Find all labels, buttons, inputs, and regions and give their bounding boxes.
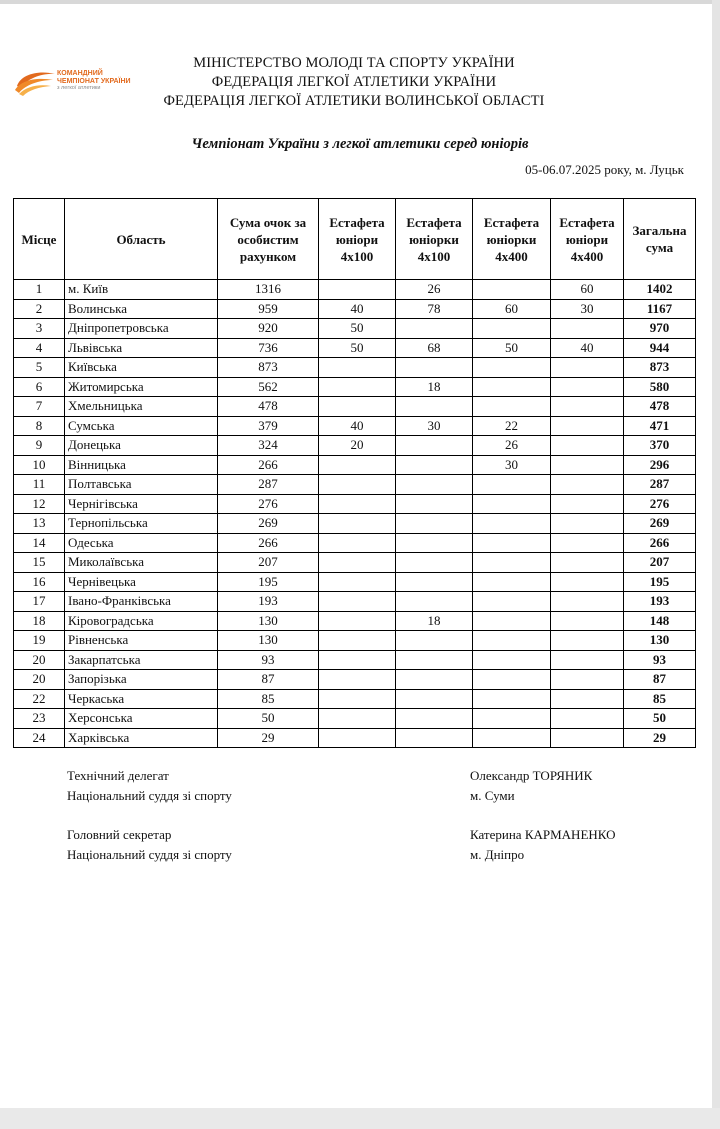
signature-city: м. Дніпро: [470, 847, 525, 862]
signature-role: Головний секретар: [67, 827, 172, 842]
cell-total: 93: [624, 650, 696, 670]
cell-total: 148: [624, 611, 696, 631]
cell-region: Вінницька: [65, 455, 218, 475]
cell-place: 19: [14, 631, 65, 651]
cell-individual-points: 87: [218, 670, 319, 690]
signature-city: м. Суми: [470, 788, 515, 803]
cell-region: Львівська: [65, 338, 218, 358]
logo-line-2: ЧЕМПІОНАТ УКРАЇНИ: [57, 77, 131, 85]
document-title: Чемпіонат України з легкої атлетики серед юніорів: [191, 136, 529, 152]
cell-place: 11: [14, 475, 65, 495]
page-edge-right: [712, 0, 720, 1129]
cell-relay-men-4x100: [319, 397, 396, 417]
cell-place: 22: [14, 689, 65, 709]
cell-total: 296: [624, 455, 696, 475]
cell-individual-points: 85: [218, 689, 319, 709]
cell-relay-women-4x400: [473, 709, 551, 729]
cell-relay-women-4x400: 50: [473, 338, 551, 358]
cell-relay-women-4x100: [396, 514, 473, 534]
cell-place: 8: [14, 416, 65, 436]
cell-total: 478: [624, 397, 696, 417]
cell-total: 29: [624, 728, 696, 748]
cell-relay-men-4x400: [551, 436, 624, 456]
date-location: 05-06.07.2025 року, м. Луцьк: [525, 162, 684, 177]
cell-relay-women-4x100: 78: [396, 299, 473, 319]
cell-total: 269: [624, 514, 696, 534]
cell-relay-men-4x100: 50: [319, 338, 396, 358]
cell-region: Волинська: [65, 299, 218, 319]
cell-total: 130: [624, 631, 696, 651]
cell-region: Харківська: [65, 728, 218, 748]
cell-relay-men-4x400: 30: [551, 299, 624, 319]
cell-place: 5: [14, 358, 65, 378]
cell-relay-men-4x100: 40: [319, 299, 396, 319]
table-row: [14, 397, 696, 417]
cell-relay-women-4x400: 22: [473, 416, 551, 436]
cell-relay-women-4x100: [396, 533, 473, 553]
cell-relay-men-4x100: [319, 728, 396, 748]
table-row: [14, 280, 696, 300]
cell-relay-men-4x100: [319, 553, 396, 573]
cell-relay-men-4x100: 20: [319, 436, 396, 456]
results-table-body: [14, 280, 696, 748]
cell-relay-women-4x100: [396, 358, 473, 378]
cell-relay-women-4x100: [396, 728, 473, 748]
header-regional-federation: ФЕДЕРАЦІЯ ЛЕГКОЇ АТЛЕТИКИ ВОЛИНСЬКОЇ ОБЛАСТІ: [163, 93, 545, 109]
cell-individual-points: 276: [218, 494, 319, 514]
signature-block-chief-secretary: [67, 825, 232, 865]
cell-total: 1167: [624, 299, 696, 319]
cell-relay-women-4x100: [396, 553, 473, 573]
cell-relay-men-4x400: [551, 709, 624, 729]
cell-relay-women-4x400: [473, 689, 551, 709]
cell-relay-women-4x400: [473, 553, 551, 573]
cell-relay-women-4x100: 30: [396, 416, 473, 436]
cell-relay-women-4x400: [473, 611, 551, 631]
cell-individual-points: 193: [218, 592, 319, 612]
cell-total: 970: [624, 319, 696, 339]
cell-total: 287: [624, 475, 696, 495]
signature-name: Катерина КАРМАНЕНКО: [470, 827, 616, 842]
cell-total: 266: [624, 533, 696, 553]
page-edge-bottom: [0, 1108, 720, 1129]
logo-swoosh-icon: [13, 68, 57, 98]
cell-region: Чернігівська: [65, 494, 218, 514]
cell-region: Запорізька: [65, 670, 218, 690]
cell-place: 24: [14, 728, 65, 748]
cell-individual-points: 1316: [218, 280, 319, 300]
signature-title: Національний суддя зі спорту: [67, 847, 232, 862]
cell-relay-men-4x100: [319, 514, 396, 534]
cell-place: 4: [14, 338, 65, 358]
table-row: [14, 611, 696, 631]
cell-relay-women-4x100: [396, 494, 473, 514]
cell-relay-men-4x400: [551, 689, 624, 709]
cell-place: 1: [14, 280, 65, 300]
table-row: [14, 553, 696, 573]
cell-region: Житомирська: [65, 377, 218, 397]
cell-individual-points: 269: [218, 514, 319, 534]
table-row: [14, 319, 696, 339]
table-row: [14, 533, 696, 553]
cell-relay-men-4x100: [319, 709, 396, 729]
cell-relay-men-4x400: [551, 475, 624, 495]
cell-relay-women-4x100: [396, 670, 473, 690]
cell-relay-men-4x100: [319, 572, 396, 592]
table-row: [14, 572, 696, 592]
cell-place: 3: [14, 319, 65, 339]
signature-technical-delegate-name: [470, 766, 592, 806]
col-header-individual-points: Сума очок за особистим рахунком: [218, 199, 319, 280]
cell-total: 195: [624, 572, 696, 592]
table-row: [14, 592, 696, 612]
cell-individual-points: 959: [218, 299, 319, 319]
cell-relay-men-4x100: [319, 280, 396, 300]
cell-individual-points: 287: [218, 475, 319, 495]
cell-relay-men-4x400: [551, 397, 624, 417]
cell-relay-men-4x100: [319, 533, 396, 553]
cell-individual-points: 130: [218, 611, 319, 631]
signature-title: Національний суддя зі спорту: [67, 788, 232, 803]
header-federation: ФЕДЕРАЦІЯ ЛЕГКОЇ АТЛЕТИКИ УКРАЇНИ: [211, 74, 497, 90]
logo-line-1: КОМАНДНИЙ: [57, 70, 103, 77]
cell-relay-men-4x400: [551, 358, 624, 378]
table-row: [14, 670, 696, 690]
cell-relay-women-4x100: [396, 592, 473, 612]
cell-relay-men-4x100: 50: [319, 319, 396, 339]
cell-relay-men-4x400: [551, 670, 624, 690]
cell-relay-women-4x100: [396, 319, 473, 339]
cell-relay-men-4x100: [319, 689, 396, 709]
cell-region: Сумська: [65, 416, 218, 436]
cell-relay-women-4x100: [396, 475, 473, 495]
cell-relay-women-4x100: [396, 689, 473, 709]
cell-total: 471: [624, 416, 696, 436]
cell-relay-women-4x400: [473, 358, 551, 378]
table-row: [14, 475, 696, 495]
cell-relay-men-4x400: 40: [551, 338, 624, 358]
cell-region: Тернопільська: [65, 514, 218, 534]
cell-relay-men-4x100: [319, 611, 396, 631]
table-row: [14, 299, 696, 319]
cell-relay-women-4x400: 26: [473, 436, 551, 456]
cell-relay-women-4x400: [473, 514, 551, 534]
cell-individual-points: 130: [218, 631, 319, 651]
cell-relay-women-4x400: [473, 650, 551, 670]
cell-individual-points: 266: [218, 533, 319, 553]
cell-relay-men-4x100: [319, 455, 396, 475]
cell-relay-women-4x400: 30: [473, 455, 551, 475]
cell-relay-men-4x100: [319, 592, 396, 612]
cell-relay-women-4x100: 68: [396, 338, 473, 358]
cell-region: Рівненська: [65, 631, 218, 651]
col-header-place: Місце: [14, 199, 65, 280]
cell-total: 87: [624, 670, 696, 690]
cell-relay-women-4x100: [396, 397, 473, 417]
table-row: [14, 514, 696, 534]
cell-relay-men-4x400: [551, 650, 624, 670]
cell-place: 17: [14, 592, 65, 612]
cell-place: 18: [14, 611, 65, 631]
cell-region: м. Київ: [65, 280, 218, 300]
cell-relay-women-4x100: [396, 455, 473, 475]
cell-region: Чернівецька: [65, 572, 218, 592]
cell-relay-women-4x400: [473, 572, 551, 592]
table-row: [14, 650, 696, 670]
cell-relay-women-4x100: [396, 572, 473, 592]
cell-place: 23: [14, 709, 65, 729]
cell-place: 20: [14, 650, 65, 670]
table-header-row: [14, 199, 696, 280]
cell-relay-women-4x100: [396, 650, 473, 670]
cell-individual-points: 324: [218, 436, 319, 456]
cell-individual-points: 29: [218, 728, 319, 748]
cell-total: 85: [624, 689, 696, 709]
cell-relay-women-4x400: [473, 280, 551, 300]
cell-total: 207: [624, 553, 696, 573]
cell-individual-points: 562: [218, 377, 319, 397]
cell-region: Черкаська: [65, 689, 218, 709]
cell-place: 15: [14, 553, 65, 573]
table-row: [14, 416, 696, 436]
cell-total: 944: [624, 338, 696, 358]
cell-region: Одеська: [65, 533, 218, 553]
cell-region: Івано-Франківська: [65, 592, 218, 612]
cell-relay-women-4x400: 60: [473, 299, 551, 319]
cell-relay-women-4x100: [396, 709, 473, 729]
cell-region: Київська: [65, 358, 218, 378]
cell-relay-men-4x400: [551, 533, 624, 553]
results-table: [13, 198, 696, 748]
cell-region: Донецька: [65, 436, 218, 456]
cell-individual-points: 207: [218, 553, 319, 573]
signature-name: Олександр ТОРЯНИК: [470, 768, 593, 783]
cell-region: Миколаївська: [65, 553, 218, 573]
cell-relay-women-4x400: [473, 494, 551, 514]
cell-total: 1402: [624, 280, 696, 300]
col-header-relay-men-4x100: Естафета юніори 4х100: [319, 199, 396, 280]
cell-relay-men-4x400: [551, 592, 624, 612]
cell-relay-women-4x400: [473, 728, 551, 748]
cell-total: 50: [624, 709, 696, 729]
cell-region: Кіровоградська: [65, 611, 218, 631]
table-row: [14, 689, 696, 709]
cell-relay-men-4x400: [551, 631, 624, 651]
cell-total: 580: [624, 377, 696, 397]
cell-individual-points: 379: [218, 416, 319, 436]
cell-individual-points: 93: [218, 650, 319, 670]
cell-region: Полтавська: [65, 475, 218, 495]
cell-place: 10: [14, 455, 65, 475]
cell-relay-men-4x100: [319, 475, 396, 495]
cell-place: 6: [14, 377, 65, 397]
cell-place: 2: [14, 299, 65, 319]
cell-relay-men-4x100: 40: [319, 416, 396, 436]
cell-individual-points: 736: [218, 338, 319, 358]
table-row: [14, 631, 696, 651]
cell-region: Херсонська: [65, 709, 218, 729]
cell-total: 276: [624, 494, 696, 514]
table-row: [14, 358, 696, 378]
cell-relay-men-4x400: [551, 572, 624, 592]
cell-relay-men-4x100: [319, 494, 396, 514]
cell-region: Закарпатська: [65, 650, 218, 670]
table-row: [14, 494, 696, 514]
cell-relay-men-4x400: [551, 611, 624, 631]
cell-relay-men-4x100: [319, 631, 396, 651]
cell-individual-points: 266: [218, 455, 319, 475]
cell-relay-men-4x400: [551, 319, 624, 339]
cell-relay-men-4x100: [319, 377, 396, 397]
cell-relay-women-4x100: 26: [396, 280, 473, 300]
cell-relay-men-4x400: [551, 553, 624, 573]
cell-relay-men-4x100: [319, 650, 396, 670]
cell-place: 16: [14, 572, 65, 592]
cell-relay-men-4x400: [551, 494, 624, 514]
col-header-relay-women-4x400: Естафета юніорки 4х400: [473, 199, 551, 280]
cell-relay-men-4x400: [551, 455, 624, 475]
table-row: [14, 338, 696, 358]
table-row: [14, 436, 696, 456]
cell-individual-points: 873: [218, 358, 319, 378]
cell-relay-women-4x100: 18: [396, 611, 473, 631]
cell-relay-men-4x100: [319, 670, 396, 690]
cell-relay-women-4x400: [473, 631, 551, 651]
cell-individual-points: 478: [218, 397, 319, 417]
col-header-relay-women-4x100: Естафета юніорки 4х100: [396, 199, 473, 280]
table-row: [14, 455, 696, 475]
cell-place: 7: [14, 397, 65, 417]
col-header-relay-men-4x400: Естафета юніори 4х400: [551, 199, 624, 280]
col-header-total: Загальна сума: [624, 199, 696, 280]
cell-relay-men-4x400: 60: [551, 280, 624, 300]
cell-relay-men-4x400: [551, 728, 624, 748]
cell-relay-men-4x100: [319, 358, 396, 378]
logo-line-3: з легкої атлетики: [57, 85, 101, 91]
cell-individual-points: 920: [218, 319, 319, 339]
table-row: [14, 728, 696, 748]
cell-region: Дніпропетровська: [65, 319, 218, 339]
cell-total: 873: [624, 358, 696, 378]
signature-block-technical-delegate: [67, 766, 232, 806]
cell-individual-points: 195: [218, 572, 319, 592]
cell-relay-women-4x100: [396, 436, 473, 456]
cell-place: 12: [14, 494, 65, 514]
cell-relay-women-4x400: [473, 397, 551, 417]
table-row: [14, 709, 696, 729]
cell-place: 13: [14, 514, 65, 534]
document-header: [100, 54, 608, 111]
cell-region: Хмельницька: [65, 397, 218, 417]
cell-relay-women-4x400: [473, 475, 551, 495]
cell-total: 370: [624, 436, 696, 456]
cell-relay-women-4x100: 18: [396, 377, 473, 397]
cell-relay-women-4x400: [473, 592, 551, 612]
cell-place: 14: [14, 533, 65, 553]
cell-relay-women-4x400: [473, 319, 551, 339]
cell-relay-women-4x400: [473, 670, 551, 690]
cell-total: 193: [624, 592, 696, 612]
cell-relay-women-4x400: [473, 377, 551, 397]
cell-relay-men-4x400: [551, 416, 624, 436]
signature-role: Технічний делегат: [67, 768, 169, 783]
cell-place: 9: [14, 436, 65, 456]
top-border: [0, 0, 712, 4]
cell-place: 20: [14, 670, 65, 690]
cell-relay-men-4x400: [551, 377, 624, 397]
col-header-region: Область: [65, 199, 218, 280]
signature-chief-secretary-name: [470, 825, 616, 865]
cell-relay-women-4x100: [396, 631, 473, 651]
cell-individual-points: 50: [218, 709, 319, 729]
header-ministry: МІНІСТЕРСТВО МОЛОДІ ТА СПОРТУ УКРАЇНИ: [193, 55, 515, 71]
cell-relay-women-4x400: [473, 533, 551, 553]
table-row: [14, 377, 696, 397]
cell-relay-men-4x400: [551, 514, 624, 534]
